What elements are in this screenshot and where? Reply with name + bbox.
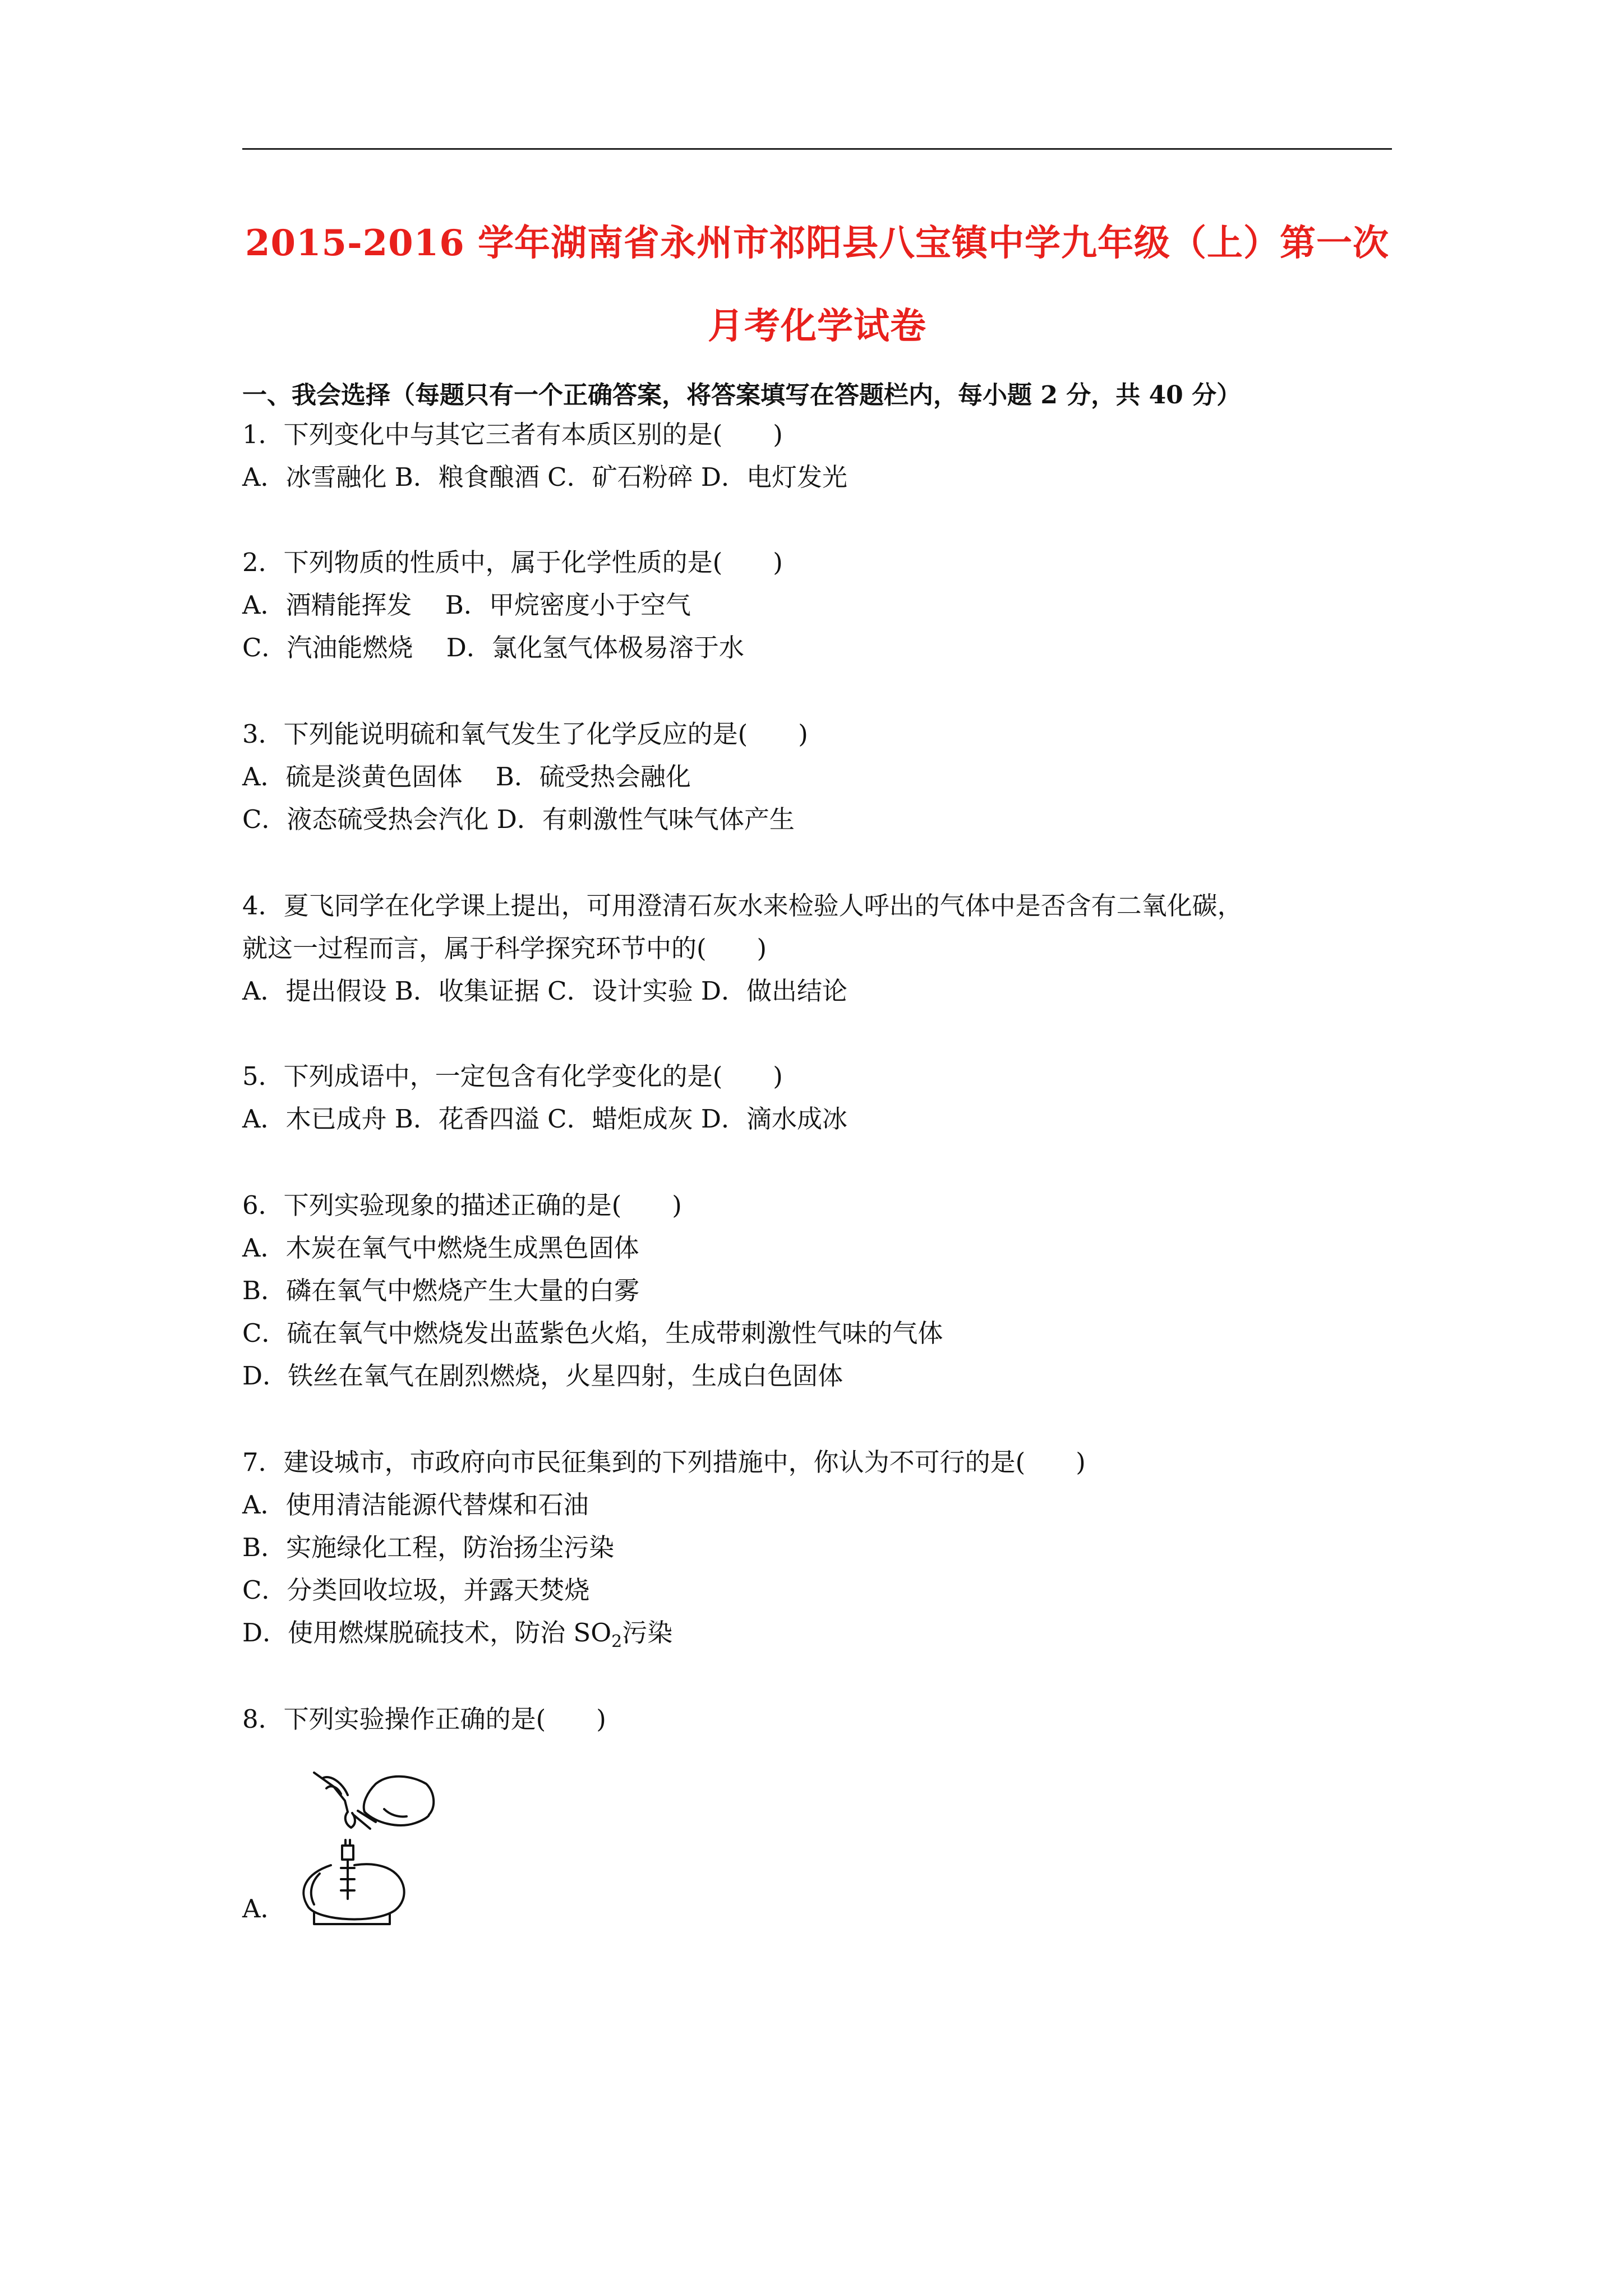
question-7-option-b: B．实施绿化工程，防治扬尘污染 [242,1533,615,1562]
question-3-stem: 3．下列能说明硫和氧气发生了化学反应的是( ) [242,719,808,749]
question-7-option-d-subscript: 2 [611,1632,623,1651]
question-7-option-c: C．分类回收垃圾，并露天焚烧 [242,1575,590,1605]
question-3-options-cd: C．液态硫受热会汽化 D．有刺激性气味气体产生 [242,804,795,834]
question-4-stem-cont: 就这一过程而言，属于科学探究环节中的( ) [242,933,767,963]
question-6-option-a: A．木炭在氧气中燃烧生成黑色固体 [242,1233,639,1263]
question-8-stem: 8．下列实验操作正确的是( ) [242,1704,606,1734]
question-2-stem: 2．下列物质的性质中，属于化学性质的是( ) [242,547,783,577]
header-rule [242,148,1392,150]
alcohol-lamp-lighting-figure [292,1761,443,1930]
question-2-options-ab: A．酒精能挥发 B．甲烷密度小于空气 [242,590,691,620]
question-1-options: A．冰雪融化 B．粮食酿酒 C．矿石粉碎 D．电灯发光 [242,462,847,492]
question-6-option-b: B．磷在氧气中燃烧产生大量的白雾 [242,1276,640,1305]
question-6-option-c: C．硫在氧气中燃烧发出蓝紫色火焰，生成带刺激性气味的气体 [242,1318,943,1348]
question-1-stem: 1．下列变化中与其它三者有本质区别的是( ) [242,420,783,449]
question-4-stem: 4．夏飞同学在化学课上提出，可用澄清石灰水来检验人呼出的气体中是否含有二氧化碳， [242,891,1243,921]
section-heading: 一、我会选择（每题只有一个正确答案，将答案填写在答题栏内，每小题 2 分，共 40 分） [242,381,1242,409]
question-7-stem: 7．建设城市，市政府向市民征集到的下列措施中，你认为不可行的是( ) [242,1447,1086,1477]
question-8-option-a-label: A． [242,1894,286,1924]
question-7-option-d [242,1620,672,1650]
question-2-options-cd: C．汽油能燃烧 D．氯化氢气体极易溶于水 [242,633,744,662]
question-7-option-d-tail: 污染 [622,1618,673,1648]
exam-title-line1: 2015-2016 学年湖南省永州市祁阳县八宝镇中学九年级（上）第一次 [245,222,1390,264]
exam-title-line2: 月考化学试卷 [708,305,926,347]
question-4-options: A．提出假设 B．收集证据 C．设计实验 D．做出结论 [242,976,847,1006]
question-7-option-a: A．使用清洁能源代替煤和石油 [242,1490,589,1520]
question-5-stem: 5．下列成语中，一定包含有化学变化的是( ) [242,1061,783,1091]
question-6-option-d: D．铁丝在氧气在剧烈燃烧，火星四射，生成白色固体 [242,1361,843,1391]
question-7-option-d-text: D．使用燃煤脱硫技术，防治 SO [242,1618,612,1648]
question-3-options-ab: A．硫是淡黄色固体 B．硫受热会融化 [242,762,691,792]
question-5-options: A．木已成舟 B．花香四溢 C．蜡炬成灰 D．滴水成冰 [242,1104,847,1134]
question-6-stem: 6．下列实验现象的描述正确的是( ) [242,1190,682,1220]
